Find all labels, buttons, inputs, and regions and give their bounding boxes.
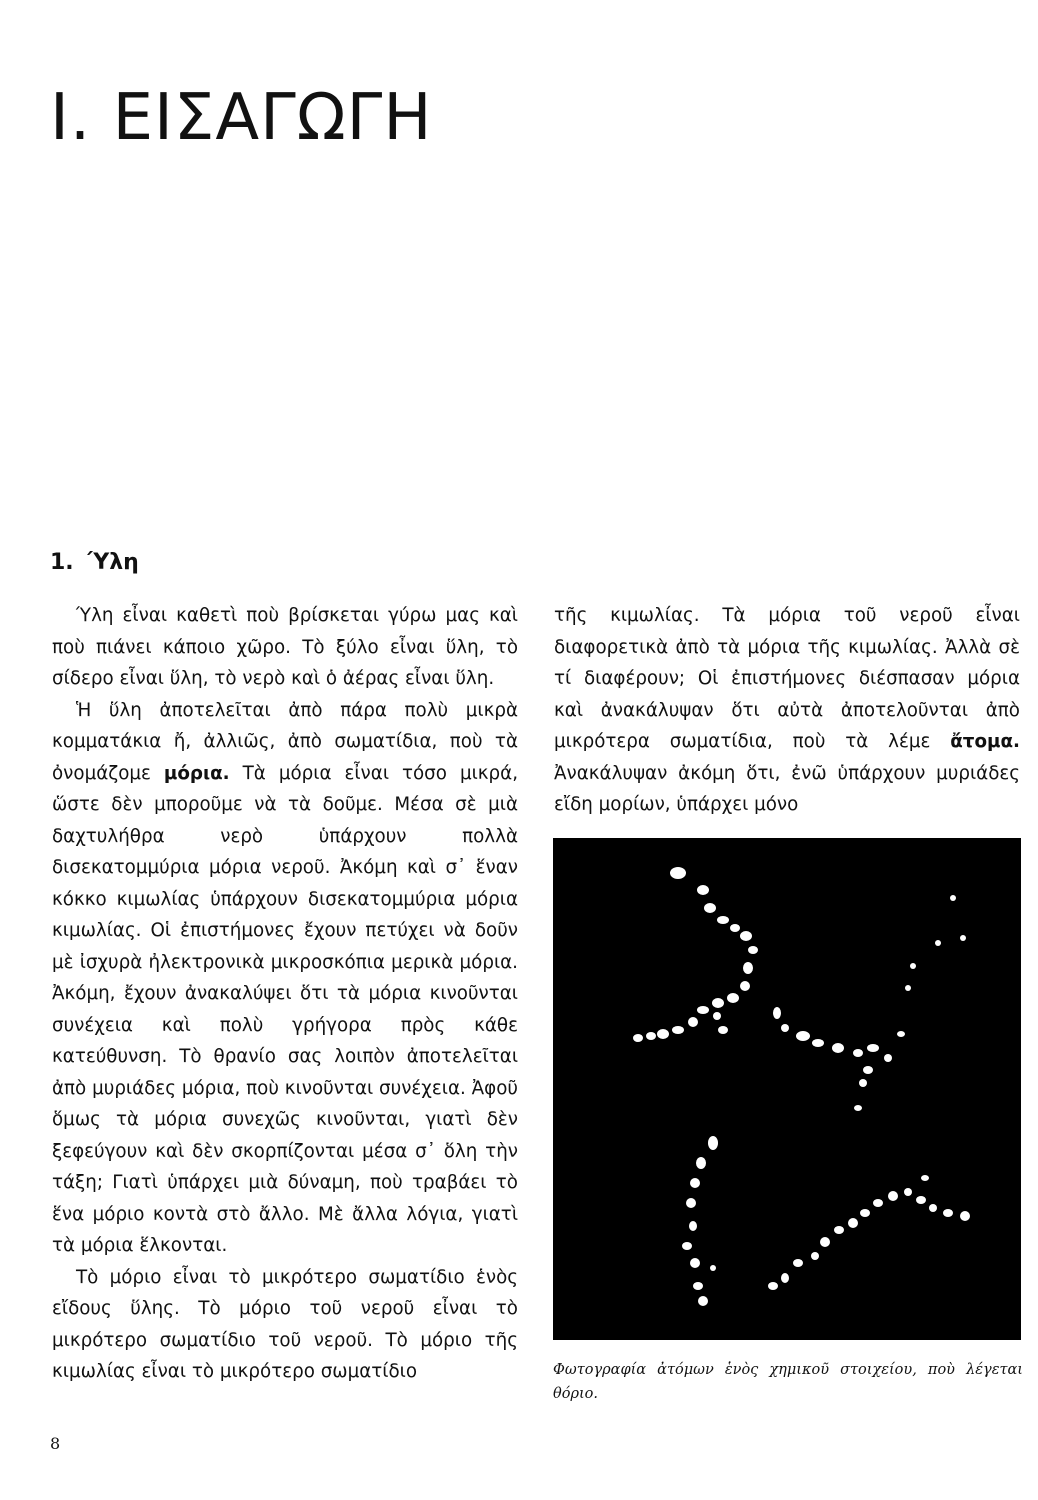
thorium-atoms-photo: [553, 838, 1021, 1340]
paragraph-atoms: [554, 600, 1020, 821]
paragraph-matter-definition: Ύλη εἶναι καθετὶ ποὺ βρίσκεται γύρω μας καὶ ποὺ πιάνει κάποιο χῶρο. Τὸ ξύλο εἶναι ὕλη, τὸ σίδερο εἶναι ὕλη, τὸ νερὸ καὶ ὁ ἀέρας εἶναι ὕλη.: [52, 605, 518, 689]
page-number: 8: [50, 1434, 61, 1453]
paragraph-atoms-start: τῆς κιμωλίας. Τὰ μόρια τοῦ νεροῦ εἶναι διαφορετικὰ ἀπὸ τὰ μόρια τῆς κιμωλίας. Ἀλλὰ σὲ τί διαφέρουν; Οἱ ἐπιστήμονες διέσπασαν μόρια καὶ ἀνακάλυψαν ὅτι αὐτὰ ἀποτελοῦνται ἀπὸ μικρότερα σωματίδια, ποὺ τὰ λέμε: [554, 605, 1020, 752]
section-title: Ύλη: [87, 550, 139, 575]
section-heading: [50, 552, 139, 574]
text-column-right: [554, 600, 1020, 821]
paragraph-molecules-rest: Τὰ μόρια εἶναι τόσο μικρά, ὥστε δὲν μποροῦμε νὰ τὰ δοῦμε. Μέσα σὲ μιὰ δαχτυλήθρα νερὸ ὑπάρχουν πολλὰ δισεκατομμύρια μόρια νεροῦ. Ἀκόμη καὶ σ᾿ ἕναν κόκκο κιμωλίας ὑπάρχουν δισεκατομμύρια μόρια κιμωλίας. Οἱ ἐπιστήμονες ἔχουν πετύχει νὰ δοῦν μὲ ἰσχυρὰ ἠλεκτρονικὰ μικροσκόπια μερικὰ μόρια. Ἀκόμη, ἔχουν ἀνακαλύψει ὅτι τὰ μόρια κινοῦνται συνέχεια καὶ πολὺ γρήγορα πρὸς κάθε κατεύθυνση. Τὸ θρανίο σας λοιπὸν ἀποτελεῖται ἀπὸ μυριάδες μόρια, ποὺ κινοῦνται συνέχεια. Ἀφοῦ ὅμως τὰ μόρια συνεχῶς κινοῦνται, γιατὶ δὲν ξεφεύγουν καὶ δὲν σκορπίζονται μέσα σ᾿ ὅλη τὴν τάξη; Γιατὶ ὑπάρχει μιὰ δύναμη, ποὺ τραβάει τὸ ἕνα μόριο κοντὰ στὸ ἄλλο. Μὲ ἄλλα λόγια, γιατὶ τὰ μόρια ἕλκονται.: [52, 762, 519, 1256]
paragraph-molecule-smallest: Τὸ μόριο εἶναι τὸ μικρότερο σωματίδιο ἑνὸς εἴδους ὕλης. Τὸ μόριο τοῦ νεροῦ εἶναι τὸ μικρότερο σωματίδιο τοῦ νεροῦ. Τὸ μόριο τῆς κιμωλίας εἶναι τὸ μικρότερο σωματίδιο: [52, 1266, 518, 1382]
atoms-micrograph: [553, 838, 1021, 1340]
term-atoms: ἄτομα.: [950, 731, 1020, 752]
paragraph-molecules-start: Ἡ ὕλη ἀποτελεῖται ἀπὸ πάρα πολὺ μικρὰ κομματάκια ἤ, ἀλλιῶς, ἀπὸ σωματίδια, ποὺ τὰ ὀνομάζομε: [52, 699, 518, 784]
figure-caption: Φωτογραφία ἀτόμων ἑνὸς χημικοῦ στοιχείου, ποὺ λέγεται θόριο.: [553, 1362, 1023, 1402]
term-molecules: μόρια.: [163, 762, 230, 784]
paragraph-atoms-rest: Ἀνακάλυψαν ἀκόμη ὅτι, ἐνῶ ὑπάρχουν μυριάδες εἴδη μορίων, ὑπάρχει μόνο: [554, 762, 1020, 815]
section-number: 1.: [50, 550, 74, 575]
paragraph-molecules: [52, 695, 518, 1262]
chapter-title: Ι. ΕΙΣΑΓΩΓΗ: [50, 81, 433, 155]
text-column-left: [52, 600, 518, 1388]
